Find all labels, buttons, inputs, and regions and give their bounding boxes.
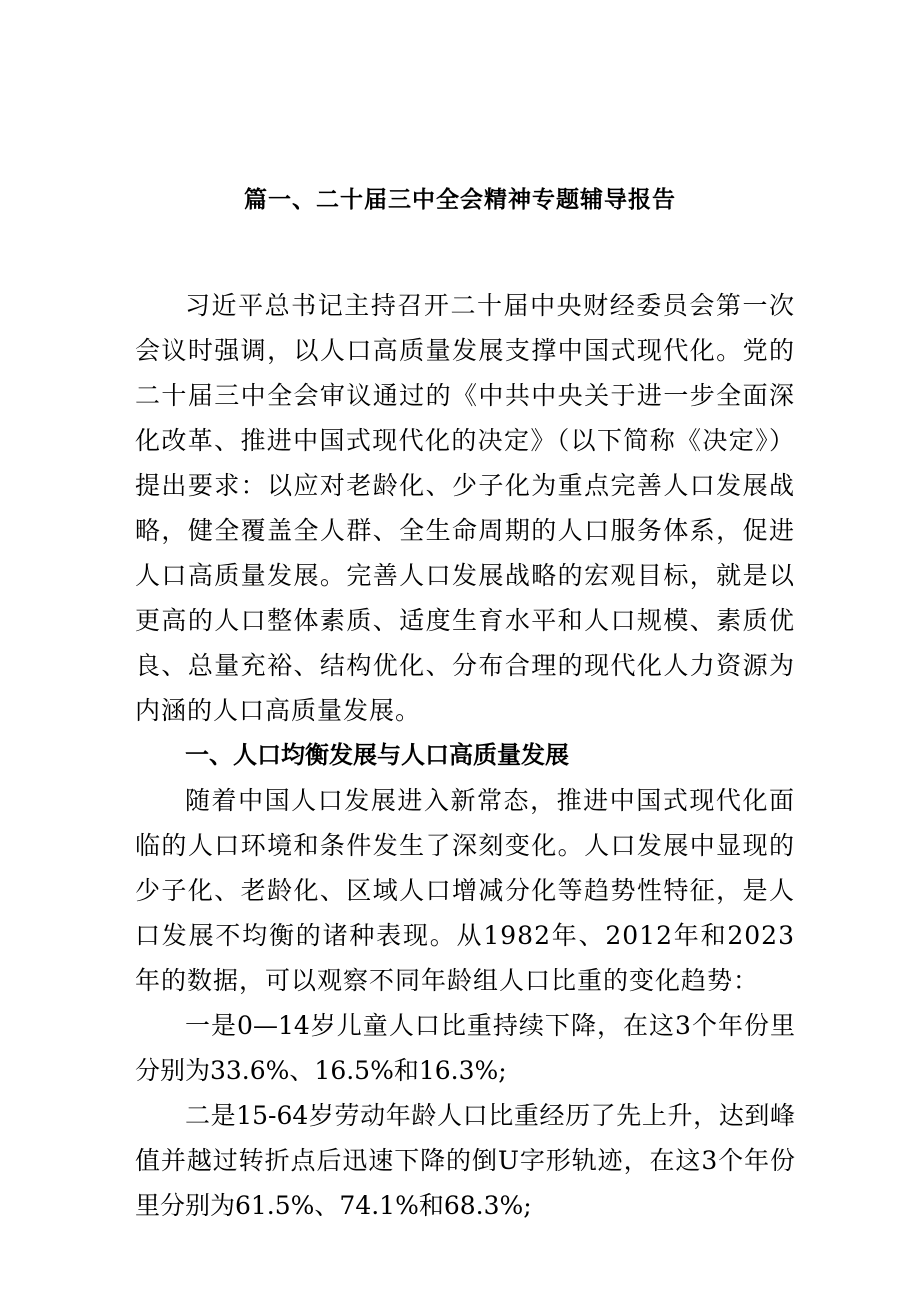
document-title: 篇一、二十届三中全会精神专题辅导报告	[244, 187, 676, 213]
document-body	[135, 283, 795, 1228]
section-paragraph-3: 二是15-64岁劳动年龄人口比重经历了先上升，达到峰值并越过转折点后迅速下降的倒U字形轨迹，在这3个年份里分别为61.5%、74.1%和68.3%;	[135, 1101, 795, 1220]
intro-paragraph: 习近平总书记主持召开二十届中央财经委员会第一次会议时强调，以人口高质量发展支撑中国式现代化。党的二十届三中全会审议通过的《中共中央关于进一步全面深化改革、推进中国式现代化的决定》（以下简称《决定》）提出要求：以应对老龄化、少子化为重点完善人口发展战略，健全覆盖全人群、全生命周期的人口服务体系，促进人口高质量发展。完善人口发展战略的宏观目标，就是以更高的人口整体素质、适度生育水平和人口规模、素质优良、总量充裕、结构优化、分布合理的现代化人力资源为内涵的人口高质量发展。	[135, 291, 795, 725]
section-heading: 一、人口均衡发展与人口高质量发展	[185, 741, 569, 769]
section-paragraph-2: 一是0—14岁儿童人口比重持续下降，在这3个年份里分别为33.6%、16.5%和16.3%;	[135, 1011, 795, 1085]
section-paragraph-1: 随着中国人口发展进入新常态，推进中国式现代化面临的人口环境和条件发生了深刻变化。人口发展中显现的少子化、老龄化、区域人口增减分化等趋势性特征，是人口发展不均衡的诸种表现。从1982年、2012年和2023年的数据，可以观察不同年龄组人口比重的变化趋势：	[135, 786, 795, 995]
